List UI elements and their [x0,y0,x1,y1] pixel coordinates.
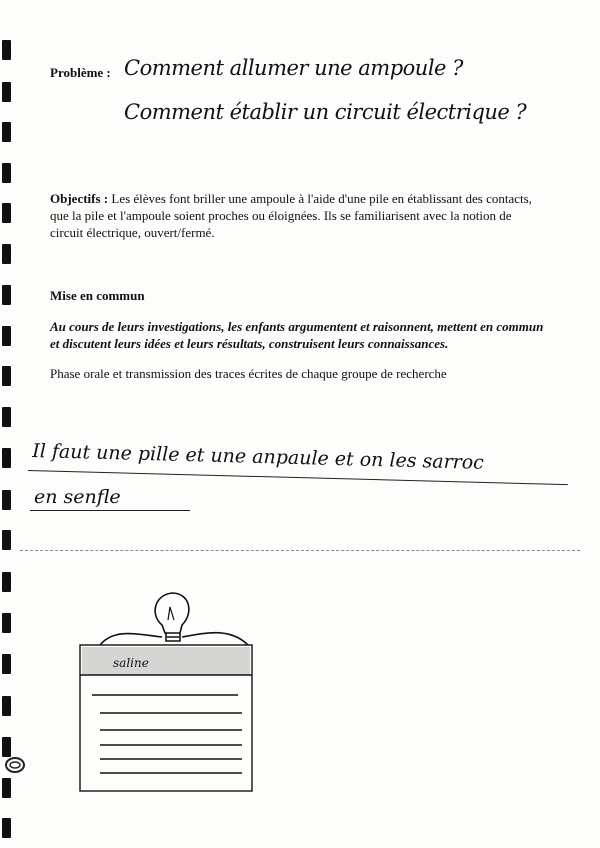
objectives-label: Objectifs : [50,191,109,206]
drawing-mound [100,633,248,645]
mise-en-commun-text: Au cours de leurs investigations, les enfants argumentent et raisonnent, mettent en commun et discutent leurs idées et leurs résultats, construisent leurs connaissances. [50,319,544,351]
drawing-box-header [82,647,250,675]
binding-holes [0,0,14,848]
objectives-text: Les élèves font briller une ampoule à l'aide d'une pile en établissant des contacts, que la pile et l'ampoule soient proches ou éloignées. Ils se familiarisent avec la notion de circuit électrique, ouvert/fermé. [50,191,532,240]
lightbulb-box-drawing [70,585,270,795]
handwritten-line-1: Il faut une pille et une anpaule et on les sarroc [32,440,485,474]
mise-en-commun-title: Mise en commun [50,288,145,303]
phase-text: Phase orale et transmission des traces écrites de chaque groupe de recherche [50,366,447,381]
handwriting-underline-2 [30,510,190,511]
lightbulb-base [166,633,180,641]
problem-label: Problème : [50,65,111,80]
problem-question-2: Comment établir un circuit électrique ? [124,100,527,124]
ring-icon [4,754,26,776]
handwritten-line-2: en senfle [34,486,121,508]
problem-question-1: Comment allumer une ampoule ? [124,56,463,80]
drawing-label: saline [113,656,149,670]
objectives-paragraph [50,190,540,241]
handwriting-underline-1 [28,470,568,485]
lightbulb-filament [168,607,174,620]
dashed-separator [20,550,580,551]
